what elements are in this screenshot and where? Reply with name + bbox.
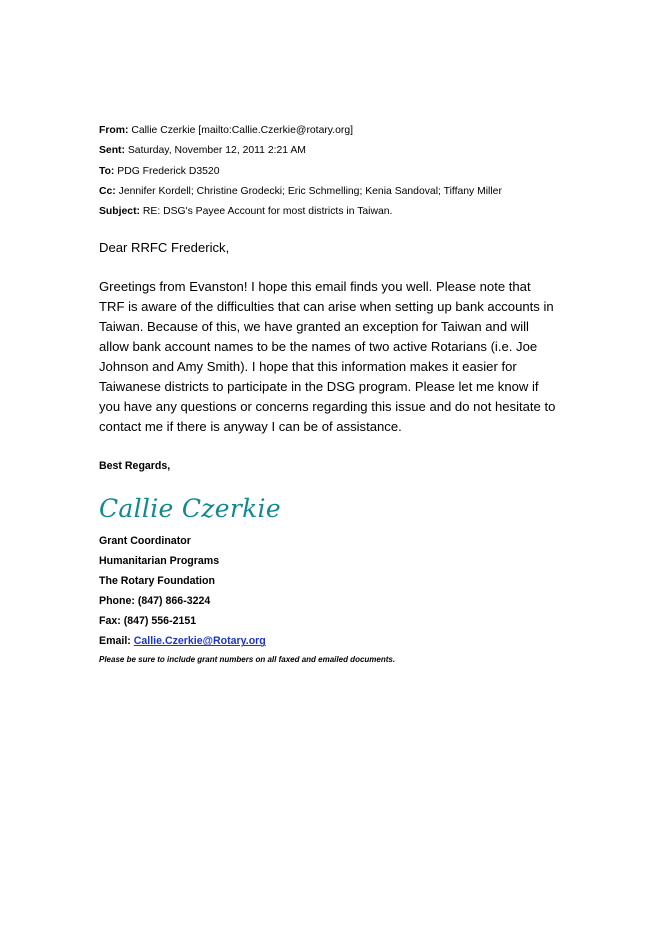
job-title: Grant Coordinator: [99, 535, 191, 547]
sent-value: Saturday, November 12, 2011 2:21 AM: [127, 145, 306, 157]
cc-line: [99, 182, 619, 202]
from-label: From:: [99, 125, 129, 136]
subject-label: Subject:: [99, 206, 140, 218]
cc-label: Cc:: [99, 185, 116, 197]
email-label: Email:: [99, 635, 131, 648]
to-label: To:: [99, 165, 115, 177]
body-line: Greetings from Evanston! I hope this email finds you well. Please note that: [99, 279, 531, 294]
signature: Callie Czerkie: [99, 494, 281, 523]
footnote: Please be sure to include grant numbers on all faxed and emailed documents.: [99, 655, 396, 664]
body-line: Johnson and Amy Smith). I hope that this information makes it easier for: [99, 359, 517, 375]
email-line: [99, 631, 266, 651]
body-line: allow bank account names to be the names of two active Rotarians (i.e. Joe: [99, 339, 538, 355]
message-body: [99, 277, 569, 437]
cc-value: Jennifer Kordell; Christine Grodecki; Eric Schmelling; Kenia Sandoval; Tiffany Miller: [118, 185, 502, 197]
sent-label: Sent:: [99, 145, 125, 157]
from-line: [99, 121, 619, 141]
body-line: TRF is aware of the difficulties that can arise when setting up bank accounts in: [99, 299, 554, 315]
body-line: you have any questions or concerns regarding this issue and do not hesitate to: [99, 399, 556, 415]
sent-line: [99, 141, 619, 161]
fax: Fax: (847) 556-2151: [99, 615, 197, 628]
department: Humanitarian Programs: [99, 555, 220, 568]
phone: Phone: (847) 866-3224: [99, 595, 211, 608]
salutation: Dear RRFC Frederick,: [99, 240, 230, 255]
email-header: [99, 121, 619, 222]
to-line: [99, 162, 619, 182]
organization: The Rotary Foundation: [99, 575, 215, 588]
subject-line: [99, 202, 619, 222]
email-link[interactable]: Callie.Czerkie@Rotary.org: [133, 635, 266, 648]
to-value: PDG Frederick D3520: [117, 165, 220, 177]
closing: Best Regards,: [99, 460, 171, 472]
contact-block: [99, 531, 266, 652]
body-line: Taiwanese districts to participate in the DSG program. Please let me know if: [99, 379, 539, 395]
from-value: Callie Czerkie [mailto:Callie.Czerkie@rotary.org]: [131, 125, 354, 136]
subject-value: RE: DSG's Payee Account for most districts in Taiwan.: [142, 206, 393, 218]
body-line: contact me if there is anyway I can be of assistance.: [99, 419, 402, 435]
body-line: Taiwan. Because of this, we have granted an exception for Taiwan and will: [99, 319, 529, 335]
